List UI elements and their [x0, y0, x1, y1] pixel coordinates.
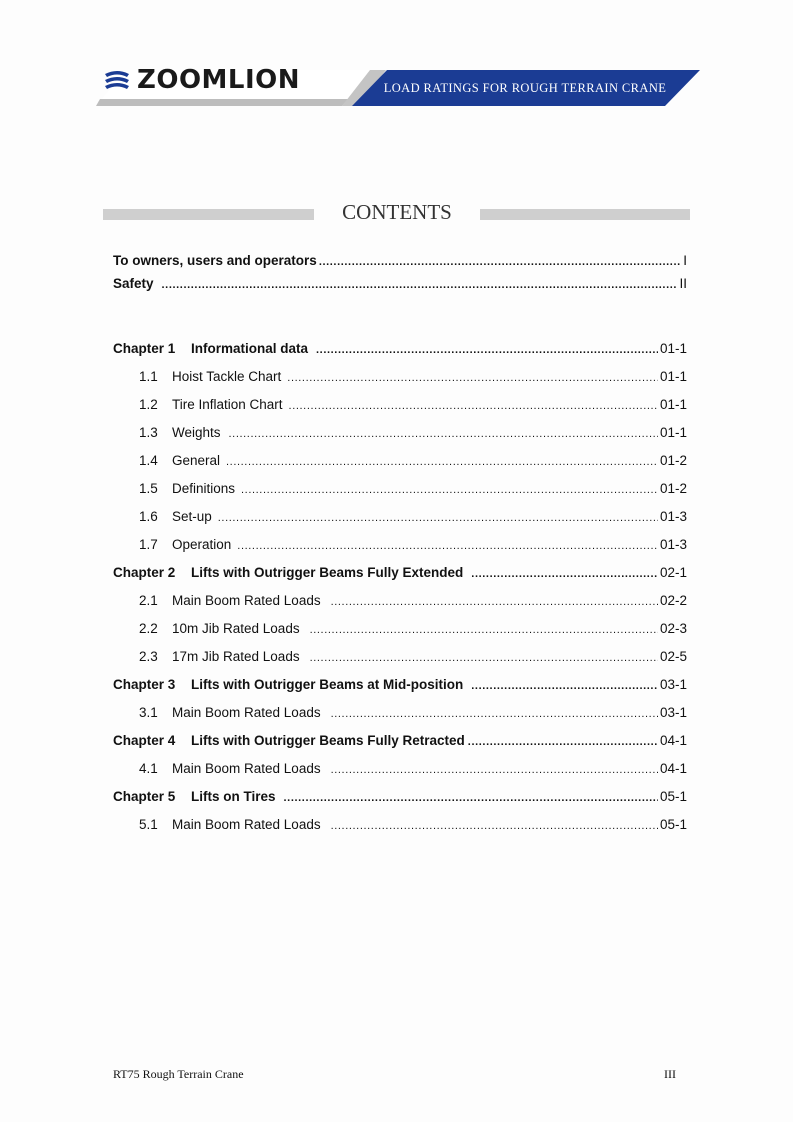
leader-dots	[310, 649, 658, 664]
toc-section-2-1[interactable]	[139, 593, 687, 611]
leader-dots	[316, 341, 658, 356]
toc-entry-label: Main Boom Rated Loads	[172, 705, 321, 720]
leader-dots	[331, 817, 658, 832]
toc-entry-number: Chapter 4	[113, 733, 176, 748]
toc-entry-number: Chapter 3	[113, 677, 176, 692]
toc-section-1-1[interactable]	[139, 369, 687, 387]
toc-page-number: 01-2	[659, 453, 687, 468]
toc-chapter-4[interactable]	[113, 733, 687, 751]
toc-entry-number: 1.7	[139, 537, 158, 552]
toc-section-5-1[interactable]	[139, 817, 687, 835]
leader-dots	[241, 481, 658, 496]
toc-page-number: 01-3	[659, 509, 687, 524]
toc-entry-label: Operation	[172, 537, 232, 552]
zoomlion-logo	[103, 66, 300, 94]
toc-page-number: 04-1	[659, 761, 687, 776]
toc-section-2-2[interactable]	[139, 621, 687, 639]
leader-dots	[237, 537, 658, 552]
footer-document-name: RT75 Rough Terrain Crane	[113, 1067, 244, 1081]
leader-dots	[162, 276, 678, 291]
toc-page-number: 01-1	[659, 369, 687, 384]
leader-dots	[468, 733, 658, 748]
leader-dots	[471, 565, 658, 580]
toc-page-number: I	[683, 253, 687, 268]
toc-entry-owners[interactable]	[113, 253, 687, 271]
zoomlion-emblem-icon	[103, 69, 131, 91]
leader-dots	[319, 253, 681, 268]
leader-dots	[331, 593, 658, 608]
toc-entry-label: Lifts with Outrigger Beams Fully Extended	[191, 565, 464, 580]
toc-entry-number: Chapter 1	[113, 341, 176, 356]
toc-chapter-2[interactable]	[113, 565, 687, 583]
toc-entry-number: 5.1	[139, 817, 158, 832]
toc-entry-label: Lifts with Outrigger Beams Fully Retracted	[191, 733, 465, 748]
toc-chapter-1[interactable]	[113, 341, 687, 359]
toc-page-number: 02-1	[659, 565, 687, 580]
header-title: LOAD RATINGS FOR ROUGH TERRAIN CRANE	[383, 81, 667, 95]
toc-page-number: 04-1	[659, 733, 687, 748]
toc-entry-label: Lifts on Tires	[191, 789, 276, 804]
footer-page-number: III	[664, 1067, 676, 1081]
toc-entry-number: Chapter 5	[113, 789, 176, 804]
toc-page-number: 02-5	[659, 649, 687, 664]
toc-entry-label: Weights	[172, 425, 221, 440]
header-band	[0, 0, 793, 120]
toc-entry-label: To owners, users and operators	[113, 253, 317, 268]
toc-entry-label: 10m Jib Rated Loads	[172, 621, 300, 636]
toc-entry-label: 17m Jib Rated Loads	[172, 649, 300, 664]
toc-entry-label: Lifts with Outrigger Beams at Mid-position	[191, 677, 464, 692]
toc-entry-label: Set-up	[172, 509, 212, 524]
toc-entry-number: Chapter 2	[113, 565, 176, 580]
leader-dots	[289, 397, 658, 412]
toc-entry-label: Tire Inflation Chart	[172, 397, 283, 412]
toc-page-number: 03-1	[659, 677, 687, 692]
toc-entry-number: 1.6	[139, 509, 158, 524]
toc-entry-label: Definitions	[172, 481, 236, 496]
heading-bar-left	[103, 209, 314, 220]
toc-entry-number: 1.5	[139, 481, 158, 496]
toc-entry-label: Informational data	[191, 341, 309, 356]
leader-dots	[226, 453, 658, 468]
toc-entry-number: 4.1	[139, 761, 158, 776]
toc-entry-number: 1.2	[139, 397, 158, 412]
toc-section-2-3[interactable]	[139, 649, 687, 667]
toc-entry-number: 2.2	[139, 621, 158, 636]
toc-section-1-7[interactable]	[139, 537, 687, 555]
toc-entry-safety[interactable]	[113, 276, 687, 294]
toc-entry-number: 1.1	[139, 369, 158, 384]
toc-section-1-6[interactable]	[139, 509, 687, 527]
toc-section-3-1[interactable]	[139, 705, 687, 723]
brand-name: ZOOMLION	[137, 65, 301, 95]
toc-page-number: 01-1	[659, 425, 687, 440]
toc-section-1-2[interactable]	[139, 397, 687, 415]
toc-page-number: II	[679, 276, 687, 291]
leader-dots	[218, 509, 658, 524]
toc-page-number: 02-2	[659, 593, 687, 608]
leader-dots	[331, 705, 658, 720]
toc-page-number: 01-2	[659, 481, 687, 496]
leader-dots	[284, 789, 658, 804]
toc-section-1-5[interactable]	[139, 481, 687, 499]
toc-section-1-4[interactable]	[139, 453, 687, 471]
toc-entry-label: Safety	[113, 276, 154, 291]
toc-entry-number: 2.1	[139, 593, 158, 608]
toc-page-number: 02-3	[659, 621, 687, 636]
toc-section-4-1[interactable]	[139, 761, 687, 779]
toc-page-number: 05-1	[659, 817, 687, 832]
toc-page-number: 03-1	[659, 705, 687, 720]
toc-entry-number: 1.4	[139, 453, 158, 468]
toc-page-number: 01-1	[659, 341, 687, 356]
toc-entry-number: 2.3	[139, 649, 158, 664]
leader-dots	[229, 425, 658, 440]
toc-entry-number: 1.3	[139, 425, 158, 440]
toc-entry-label: General	[172, 453, 221, 468]
toc-page-number: 01-1	[659, 397, 687, 412]
toc-page-number: 05-1	[659, 789, 687, 804]
toc-entry-label: Hoist Tackle Chart	[172, 369, 282, 384]
contents-title: CONTENTS	[342, 200, 452, 224]
toc-chapter-5[interactable]	[113, 789, 687, 807]
toc-entry-label: Main Boom Rated Loads	[172, 593, 321, 608]
leader-dots	[471, 677, 658, 692]
contents-heading-row	[0, 200, 793, 230]
toc-entry-label: Main Boom Rated Loads	[172, 817, 321, 832]
leader-dots	[287, 369, 658, 384]
toc-chapter-3[interactable]	[113, 677, 687, 695]
toc-entry-number: 3.1	[139, 705, 158, 720]
toc-entry-label: Main Boom Rated Loads	[172, 761, 321, 776]
toc-page-number: 01-3	[659, 537, 687, 552]
leader-dots	[331, 761, 658, 776]
leader-dots	[310, 621, 658, 636]
toc-section-1-3[interactable]	[139, 425, 687, 443]
heading-bar-right	[480, 209, 690, 220]
